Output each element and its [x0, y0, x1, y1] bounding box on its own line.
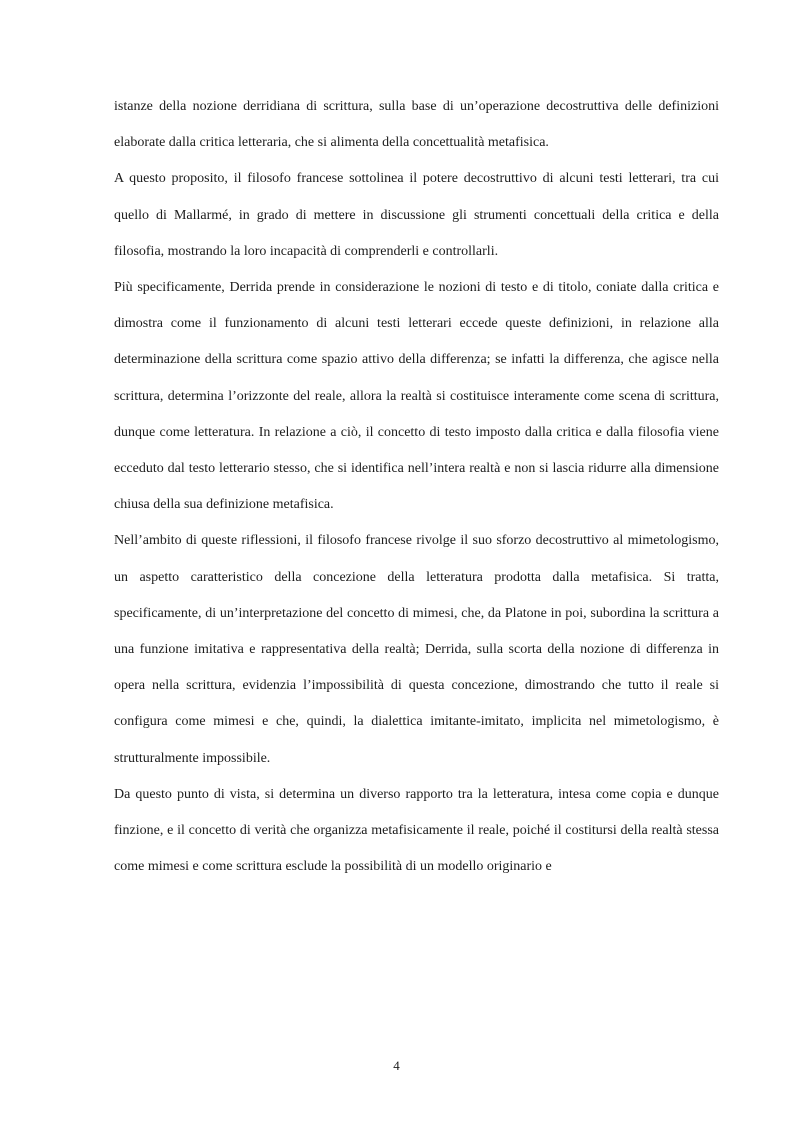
- paragraph-2: A questo proposito, il filosofo francese sottolinea il potere decostruttivo di alcuni testi letterari, tra cui quello di Mallarmé, in grado di mettere in discussione gli strumenti concettuali della critica e della filosofia, mostrando la loro incapacità di comprenderli e controllarli.: [114, 171, 719, 259]
- paragraph-3: Più specificamente, Derrida prende in considerazione le nozioni di testo e di titolo, coniate dalla critica e dimostra come il funzionamento di alcuni testi letterari eccede queste definizioni, in relazione alla determinazione della scrittura come spazio attivo della differenza; se infatti la differenza, che agisce nella scrittura, determina l’orizzonte del reale, allora la realtà si costituisce interamente come scena di scrittura, dunque come letteratura. In relazione a ciò, il concetto di testo imposto dalla critica e dalla filosofia viene ecceduto dal testo letterario stesso, che si identifica nell’intera realtà e non si lascia ridurre alla dimensione chiusa della sua definizione metafisica.: [114, 280, 719, 513]
- page-number: 4: [393, 1058, 400, 1073]
- paragraph-5: Da questo punto di vista, si determina un diverso rapporto tra la letteratura, intesa come copia e dunque finzione, e il concetto di verità che organizza metafisicamente il reale, poiché il costitursi della realtà stessa come mimesi e come scrittura esclude la possibilità di un modello originario e: [114, 786, 719, 875]
- body-text: [114, 89, 719, 885]
- paragraph-1: istanze della nozione derridiana di scrittura, sulla base di un’operazione decostruttiva delle definizioni elaborate dalla critica letteraria, che si alimenta della concettualità metafisica.: [114, 99, 719, 151]
- paragraph-4: Nell’ambito di queste riflessioni, il filosofo francese rivolge il suo sforzo decostruttivo al mimetologismo, un aspetto caratteristico della concezione della letteratura prodotta dalla metafisica. Si tratta, specificamente, di un’interpretazione del concetto di mimesi, che, da Platone in poi, subordina la scrittura a una funzione imitativa e rappresentativa della realtà; Derrida, sulla scorta della nozione di differenza in opera nella scrittura, evidenzia l’impossibilità di questa concezione, dimostrando che tutto il reale si configura come mimesi e che, quindi, la dialettica imitante-imitato, implicita nel mimetologismo, è strutturalmente impossibile.: [114, 533, 719, 766]
